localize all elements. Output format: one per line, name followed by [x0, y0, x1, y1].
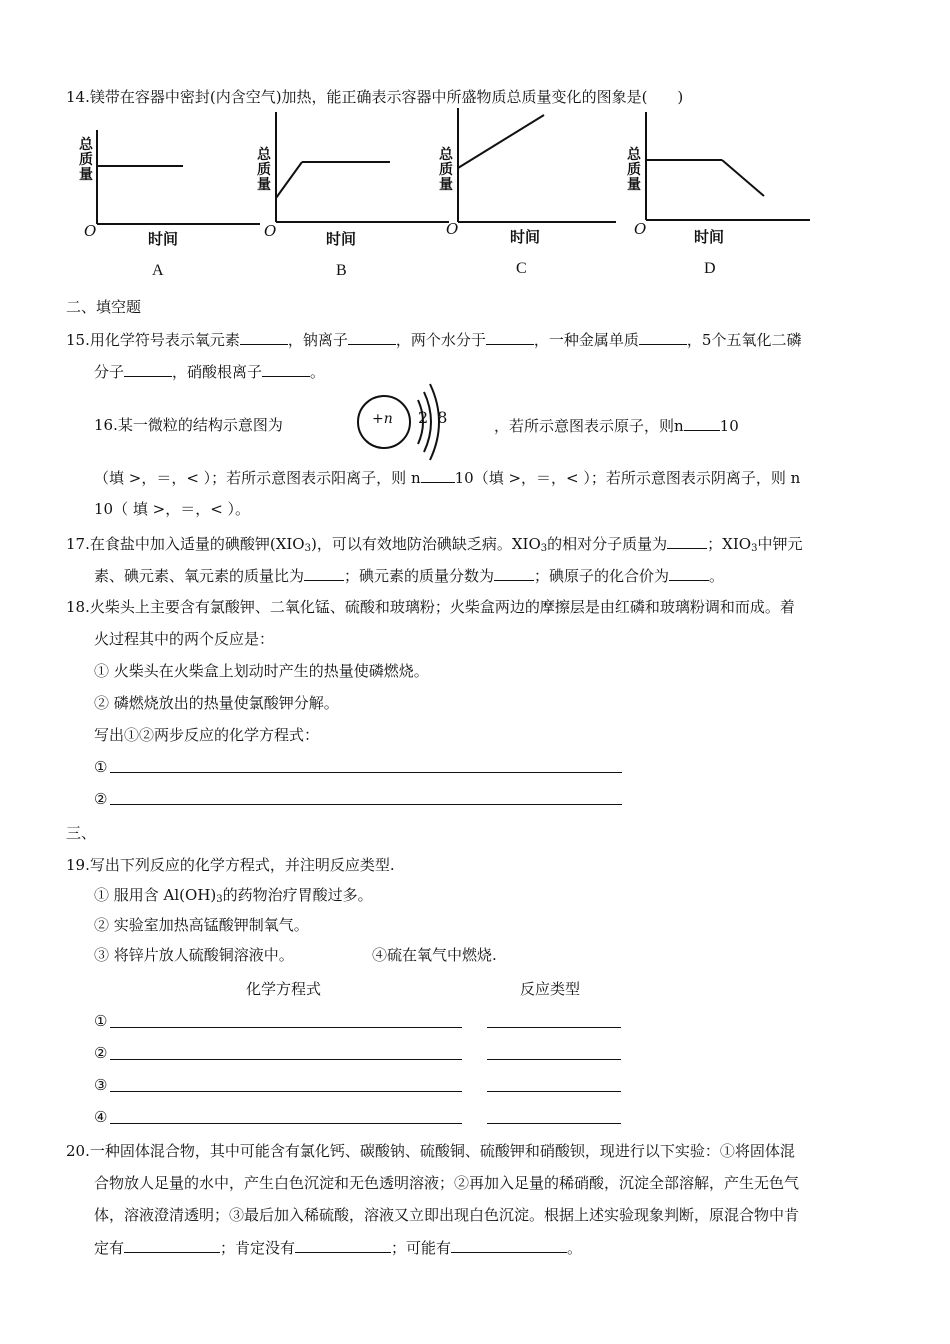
q16-blank-1[interactable]: [684, 414, 720, 431]
q18-item2: ② 磷燃烧放出的热量使氯酸钾分解。: [94, 694, 339, 712]
q16-intro: 16.某一微粒的结构示意图为: [94, 416, 283, 434]
q20-blank-3[interactable]: [451, 1236, 567, 1253]
q15-text-h: 。: [310, 363, 326, 381]
q18-ask: 写出①②两步反应的化学方程式：: [94, 726, 320, 744]
q18-item1: ① 火柴头在火柴盒上划动时产生的热量使磷燃烧。: [94, 662, 429, 680]
q19-item1: [94, 884, 373, 911]
q16-after-text: ，若所示意图表示原子，则n: [494, 417, 684, 435]
origin-label: O: [264, 222, 277, 240]
q17-text-d: ；XIO: [707, 535, 752, 553]
graph-a: [70, 130, 260, 279]
graph-c-caption: C: [516, 260, 527, 277]
y-axis-label: 总质量: [257, 147, 271, 193]
atom-structure-diagram: [356, 382, 456, 462]
q17-text-g: ；碘元素的质量分数为: [344, 567, 495, 585]
q18-line1: 18.火柴头上主要含有氯酸钾、二氧化锰、硫酸和玻璃粉；火柴盒两边的摩擦层是由红磷和玻璃粉调和而成。着: [66, 598, 795, 616]
q15-text-g: ，硝酸根离子: [172, 363, 263, 381]
q19-type-line-4[interactable]: [487, 1123, 621, 1124]
q15-line2: [94, 360, 325, 383]
q20-line1: 20.一种固体混合物，其中可能含有氯化钙、碳酸钠、硫酸铜、硫酸钾和硝酸钡，现进行以下实验：①将固体混: [66, 1142, 795, 1160]
q15-blank-4[interactable]: [639, 328, 687, 345]
graph-a-caption: A: [152, 262, 164, 279]
section-heading-2: 二、填空题: [66, 298, 142, 316]
q17-line1: [66, 532, 802, 560]
q15-blank-1[interactable]: [240, 328, 288, 345]
q15-blank-2[interactable]: [348, 328, 396, 345]
q19-mark-1: ①: [94, 1012, 108, 1030]
q17-text-b: )，可以有效地防治碘缺乏病。XIO: [311, 535, 541, 553]
q19-item1-b: 的药物治疗胃酸过多。: [222, 886, 373, 904]
x-axis-label: 时间: [694, 228, 725, 246]
graph-b-caption: B: [336, 262, 347, 279]
q16-line2-text: （填 >，＝，< ）；若所示意图表示阳离子，则 n: [94, 469, 421, 487]
q16-val1: 10: [719, 417, 739, 435]
q16-line2-b: 10（填 >，＝，< ）；若所示意图表示阴离子，则 n: [454, 469, 801, 487]
y-axis-label: 总质量: [439, 147, 453, 193]
q17-text-h: ；碘原子的化合价为: [534, 567, 670, 585]
subscript-3: 3: [540, 543, 548, 554]
q20-blank-2[interactable]: [295, 1236, 391, 1253]
q19-type-line-3[interactable]: [487, 1091, 621, 1092]
subscript-3: 3: [216, 894, 223, 905]
q17-blank-4[interactable]: [669, 564, 709, 581]
q19-item1-a: ① 服用含 Al(OH): [94, 886, 217, 904]
q18-mark1: ①: [94, 758, 108, 776]
graph-c: [436, 108, 626, 277]
q18-mark2: ②: [94, 790, 108, 808]
graph-a-plot: [70, 130, 260, 270]
q19-item3: ③ 将锌片放人硫酸铜溶液中。: [94, 946, 294, 964]
q19-mark-2: ②: [94, 1044, 108, 1062]
q17-text-c: 的相对分子质量为: [547, 535, 668, 553]
q16-after: [494, 414, 739, 437]
q20-text-a: 定有: [94, 1239, 125, 1257]
q15-text-e: ，5个五氧化二磷: [686, 331, 802, 349]
q18-line2: 火过程其中的两个反应是：: [94, 630, 275, 648]
q17-blank-3[interactable]: [494, 564, 534, 581]
q19-item4: ④硫在氧气中燃烧.: [372, 946, 497, 964]
graph-c-plot: [436, 108, 626, 272]
q18-answer-line-1[interactable]: [110, 772, 622, 773]
q17-text-a: 17.在食盐中加入适量的碘酸钾(XIO: [66, 535, 305, 553]
q16-line3: 10（ 填 >，＝，< ）。: [94, 500, 251, 518]
graph-b: [254, 112, 454, 279]
q15-text-d: ，一种金属单质: [533, 331, 639, 349]
q19-equation-line-2[interactable]: [110, 1059, 462, 1060]
origin-label: O: [446, 220, 459, 238]
origin-label: O: [84, 222, 97, 240]
q19-equation-line-3[interactable]: [110, 1091, 462, 1092]
q16-blank-2[interactable]: [421, 466, 455, 483]
q15-line1: [66, 328, 801, 351]
q19-type-line-2[interactable]: [487, 1059, 621, 1060]
q14-text: 14.镁带在容器中密封(内含空气)加热，能正确表示容器中所盛物质总质量变化的图象是( ): [66, 88, 684, 106]
q15-blank-3[interactable]: [486, 328, 534, 345]
section-heading-3: 三、: [66, 824, 97, 842]
q17-blank-2[interactable]: [304, 564, 344, 581]
q15-text-c: ，两个水分于: [395, 331, 486, 349]
q17-line2: [94, 564, 724, 587]
q15-text-a: 15.用化学符号表示氧元素: [66, 331, 240, 349]
q20-line2: 合物放人足量的水中，产生白色沉淀和无色透明溶液；②再加入足量的稀硝酸，沉淀全部溶解，产生无色气: [94, 1174, 800, 1192]
q17-blank-1[interactable]: [667, 532, 707, 549]
subscript-3: 3: [304, 543, 311, 554]
q19-type-line-1[interactable]: [487, 1027, 621, 1028]
y-axis-label: 总质量: [79, 137, 93, 183]
q15-text-b: ，钠离子: [287, 331, 348, 349]
q19-mark-4: ④: [94, 1108, 108, 1126]
x-axis-label: 时间: [148, 230, 179, 248]
q19-mark-3: ③: [94, 1076, 108, 1094]
x-axis-label: 时间: [510, 228, 541, 246]
q19-col-equation: 化学方程式: [246, 980, 322, 998]
graph-d-caption: D: [704, 260, 716, 277]
x-axis-label: 时间: [326, 230, 357, 248]
nucleus-label: +n: [372, 411, 393, 427]
q20-line4: [94, 1236, 582, 1259]
q17-text-i: 。: [709, 567, 725, 585]
q16-line2: [94, 466, 800, 489]
q17-text-e: 中钾元: [757, 535, 803, 553]
graph-d: [624, 112, 814, 277]
q19-title: 19.写出下列反应的化学方程式，并注明反应类型.: [66, 856, 395, 874]
q15-blank-5[interactable]: [124, 360, 172, 377]
q19-equation-line-4[interactable]: [110, 1123, 462, 1124]
q20-text-c: ；可能有: [391, 1239, 452, 1257]
subscript-3: 3: [751, 543, 758, 554]
q20-blank-1[interactable]: [124, 1236, 220, 1253]
q15-blank-6[interactable]: [262, 360, 310, 377]
origin-label: O: [634, 220, 647, 238]
q18-answer-line-2[interactable]: [110, 804, 622, 805]
q20-text-b: ；肯定没有: [220, 1239, 296, 1257]
q20-line3: 体，溶液澄清透明；③最后加入稀硫酸，溶液又立即出现白色沉淀。根据上述实验现象判断，原混合物中肯: [94, 1206, 800, 1224]
q20-text-d: 。: [567, 1239, 583, 1257]
q15-text-f: 分子: [94, 363, 125, 381]
q19-equation-line-1[interactable]: [110, 1027, 462, 1028]
q19-item2: ② 实验室加热高锰酸钾制氧气。: [94, 916, 309, 934]
q19-col-type: 反应类型: [520, 980, 581, 998]
q17-text-f: 素、碘元素、氧元素的质量比为: [94, 567, 305, 585]
y-axis-label: 总质量: [627, 147, 641, 193]
graph-d-plot: [624, 112, 814, 272]
shell-electrons: 2 8: [418, 408, 450, 427]
